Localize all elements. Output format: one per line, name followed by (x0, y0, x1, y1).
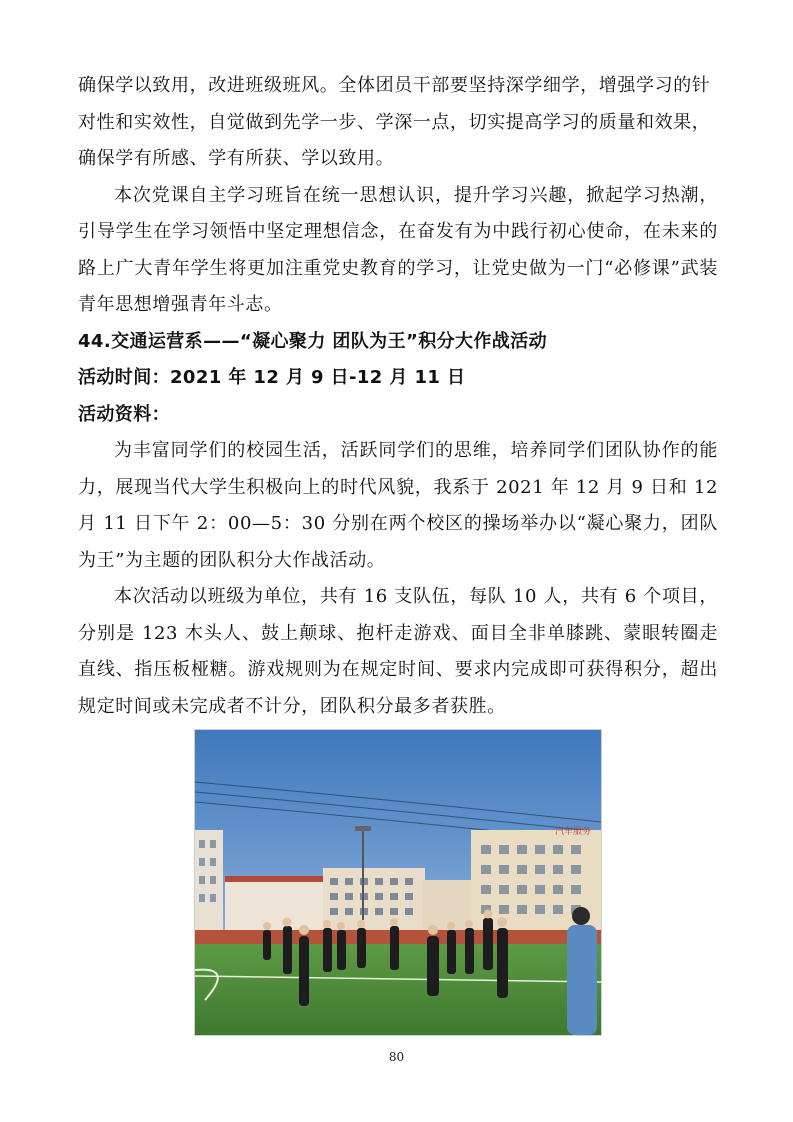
activity-photo (194, 729, 602, 1036)
section-title: 44.交通运营系——“凝心聚力 团队为王”积分大作战活动 (78, 330, 548, 352)
text-line: 对性和实效性，自觉做到先学一步、学深一点，切实提高学习的质量和效果， (78, 111, 711, 133)
building-mid-left (225, 880, 325, 935)
student-foreground (567, 925, 597, 1035)
paragraph-continued (78, 68, 718, 178)
paragraph-activity-intro: 为丰富同学们的校园生活，活跃同学们的思维，培养同学们团队协作的能力，展现当代大学生积极向上的时代风貌，我系于 2021 年 12 月 9 日和 12 月 11 日下午 2：00—5：30 分别在两个校区的操场举办以“凝心聚力，团队为王”为主题的团队积分大作战活动。 (78, 440, 718, 571)
text-line: 确保学以致用，改进班级班风。全体团员干部要坚持深学细学，增强学习的针 (78, 75, 711, 96)
paragraph-study-class: 本次党课自主学习班旨在统一思想认识，提升学习兴趣，掀起学习热潮，引导学生在学习领悟中坚定理想信念，在奋发有为中践行初心使命，在未来的路上广大青年学生将更加注重党史教育的学习，让党史做为一门“必修课”武装青年思想增强青年斗志。 (78, 184, 718, 315)
activity-materials-label: 活动资料： (78, 403, 170, 425)
text-line: 确保学有所感、学有所获、学以致用。 (78, 148, 395, 169)
page-number: 80 (388, 1050, 405, 1064)
activity-time: 活动时间：2021 年 12 月 9 日-12 月 11 日 (78, 367, 466, 388)
body-text (78, 68, 718, 725)
building-banner: 汽车服务 (555, 827, 592, 837)
paragraph-activity-rules: 本次活动以班级为单位，共有 16 支队伍，每队 10 人，共有 6 个项目，分别是 123 木头人、鼓上颠球、抱杆走游戏、面目全非单膝跳、蒙眼转圈走直线、指压板桠糖。游戏规则为在规定时间、要求内完成即可获得积分，超出规定时间或未完成者不计分，团队积分最多者获胜。 (78, 586, 718, 717)
